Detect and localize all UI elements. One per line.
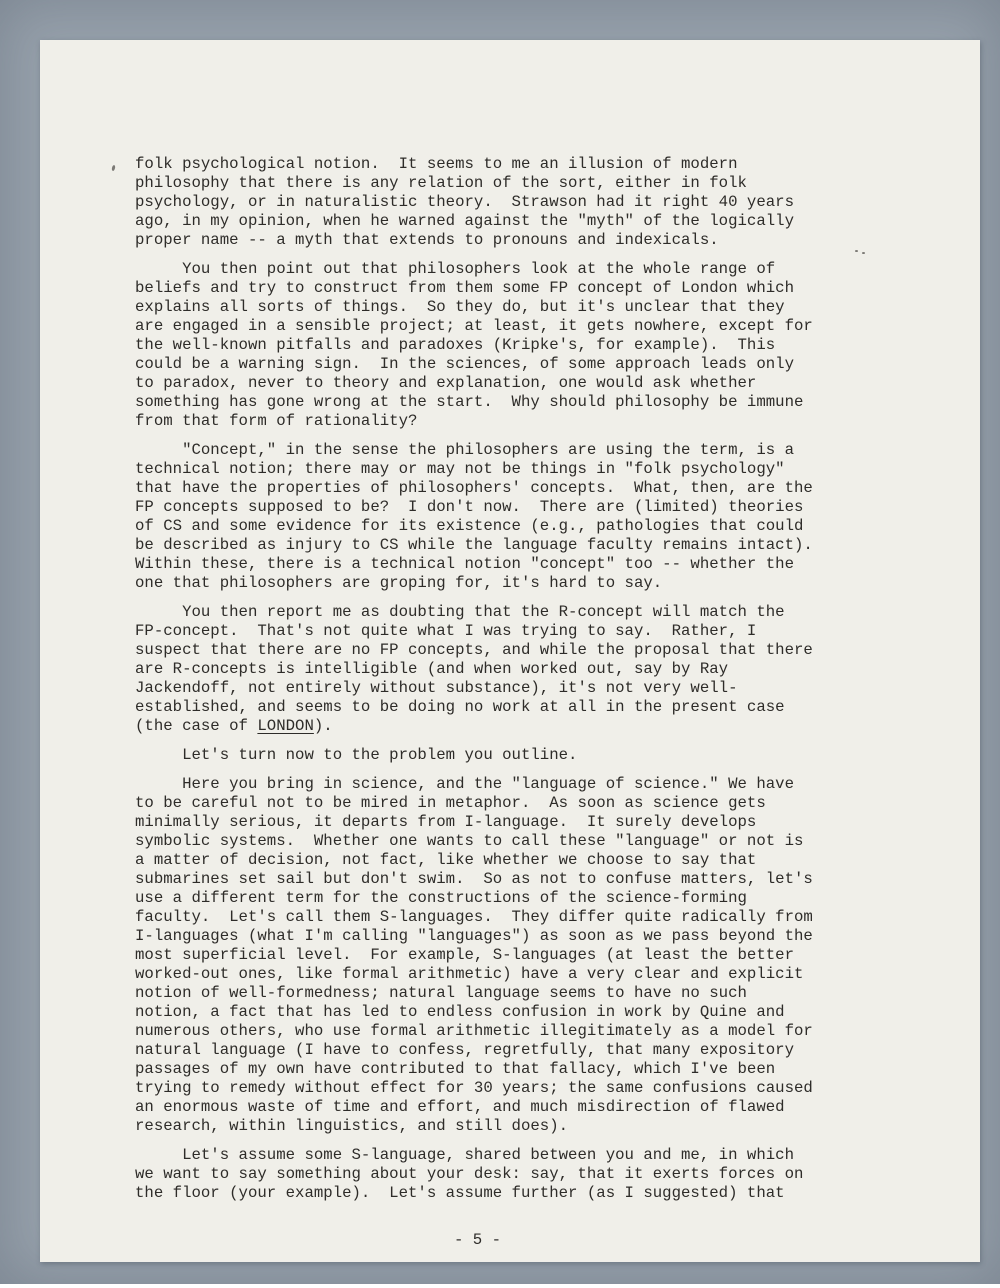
paragraph: folk psychological notion. It seems to me an illusion of modern philosophy that there is any relation of the sort, either in folk psychology, or in naturalistic theory. Strawson had it right 40 years ago, in my opinion, when he warned against the "myth" of the logically proper name -- a myth that extends to pronouns and indexicals. <box>135 155 794 249</box>
scan-speck-icon <box>862 252 865 254</box>
paragraph: Here you bring in science, and the "language of science." We have to be careful not to be mired in metaphor. As soon as science gets minimally serious, it departs from I-language. It surely develops symbolic systems. Whether one wants to call these "language" or not is a matter of decision, not fact, like whether we choose to say that submarines set sail but don't swim. So as not to confuse matters, let's use a different term for the constructions of the science-forming faculty. Let's call them S-languages. They differ quite radically from I-languages (what I'm calling "languages") as soon as we pass beyond the most superficial level. For example, S-languages (at least the better worked-out ones, like formal arithmetic) have a very clear and explicit notion of well-formedness; natural language seems to have no such notion, a fact that has led to endless confusion in work by Quine and numerous others, who use formal arithmetic illegitimately as a model for natural language (I have to confess, regretfully, that many expository passages of my own have contributed to that fallacy, which I've been trying to remedy without effect for 30 years; the same confusions caused an enormous waste of time and effort, and much misdirection of flawed research, within linguistics, and still does). <box>135 775 813 1135</box>
paragraph: Let's turn now to the problem you outline. <box>135 746 578 764</box>
letter-text-block <box>135 98 835 1288</box>
paragraph: You then report me as doubting that the R-concept will match the FP-concept. That's not quite what I was trying to say. Rather, I suspect that there are no FP concepts, and while the proposal that there are R-concepts is intelligible (and when worked out, say by Ray Jackendoff, not entirely without substance), it's not very well- established, and seems to be doing no work at all in the present case (the case of LONDON). <box>135 603 813 735</box>
paper-page <box>40 40 980 1262</box>
paragraph: Let's assume some S-language, shared between you and me, in which we want to say something about your desk: say, that it exerts forces on the floor (your example). Let's assume further (as I suggested) that <box>135 1146 804 1202</box>
underlined-word: LONDON <box>257 717 314 735</box>
page-number: - 5 - <box>453 1231 502 1249</box>
scan-speck-icon <box>855 250 858 252</box>
paragraph: "Concept," in the sense the philosophers are using the term, is a technical notion; there may or may not be things in "folk psychology" that have the properties of philosophers' concepts. What, then, are the FP concepts supposed to be? I don't now. There are (limited) theories of CS and some evidence for its existence (e.g., pathologies that could be described as injury to CS while the language faculty remains intact). Within these, there is a technical notion "concept" too -- whether the one that philosophers are groping for, it's hard to say. <box>135 441 813 592</box>
paragraph: You then point out that philosophers look at the whole range of beliefs and try to construct from them some FP concept of London which explains all sorts of things. So they do, but it's unclear that they are engaged in a sensible project; at least, it gets nowhere, except for the well-known pitfalls and paradoxes (Kripke's, for example). This could be a warning sign. In the sciences, of some approach leads only to paradox, never to theory and explanation, one would ask whether something has gone wrong at the start. Why should philosophy be immune from that form of rationality? <box>135 260 813 430</box>
